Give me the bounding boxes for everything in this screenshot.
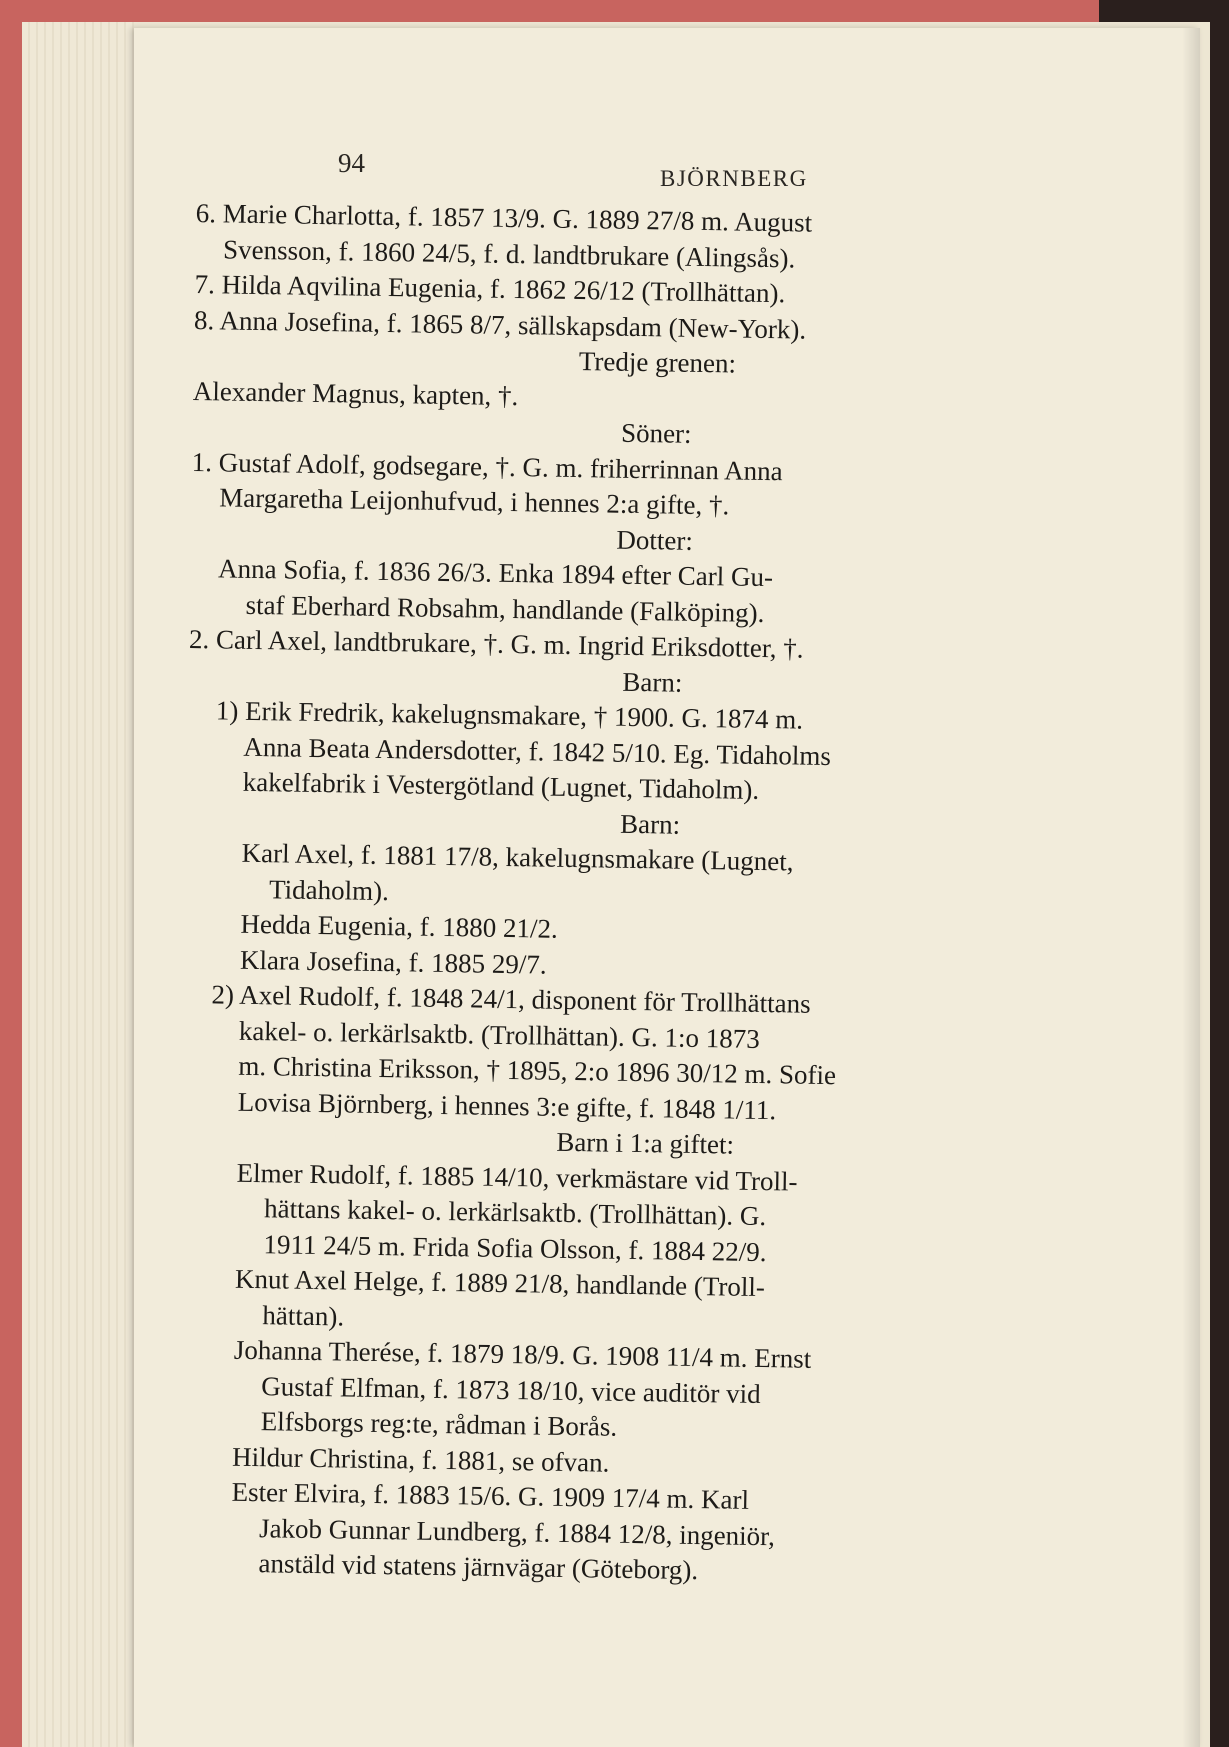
text-line: kakel- o. lerkärlsaktb. (Trollhättan). G. 1:o 1873	[238, 1015, 760, 1054]
page-gutter-shadow	[1182, 28, 1200, 1747]
genealogy-text-block	[174, 196, 1124, 1595]
text-line: Elmer Rudolf, f. 1885 14/10, verkmästare vid Troll-	[236, 1157, 798, 1197]
text-line: Elfsborgs reg:te, rådman i Borås.	[260, 1406, 618, 1442]
text-line: m. Christina Eriksson, † 1895, 2:o 1896 30/12 m. Sofie	[238, 1050, 837, 1091]
text-line: Tidaholm).	[268, 873, 390, 906]
running-head: BJÖRNBERG	[660, 166, 808, 191]
text-line: Hildur Christina, f. 1881, se ofvan.	[231, 1441, 610, 1478]
text-line: Klara Josefina, f. 1885 29/7.	[239, 944, 547, 980]
text-line: Barn:	[619, 808, 681, 840]
text-line: 6. Marie Charlotta, f. 1857 13/9. G. 1889 27/8 m. August	[195, 197, 813, 238]
text-line: hättans kakel- o. lerkärlsaktb. (Trollhättan). G.	[263, 1193, 767, 1232]
book-page-edges	[22, 22, 134, 1747]
text-line: 2) Axel Rudolf, f. 1848 24/1, disponent för Trollhättans	[211, 979, 811, 1019]
text-line: Lovisa Björnberg, i hennes 3:e gifte, f. 1848 1/11.	[237, 1086, 777, 1125]
text-line: 1911 24/5 m. Frida Sofia Olsson, f. 1884 22/9.	[263, 1228, 767, 1267]
text-line: 2. Carl Axel, landtbrukare, †. G. m. Ingrid Eriksdotter, †.	[188, 623, 804, 664]
text-line: Anna Sofia, f. 1836 26/3. Enka 1894 efter Carl Gu-	[217, 553, 774, 593]
text-line: Barn i 1:a giftet:	[556, 1126, 735, 1160]
text-line: Alexander Magnus, kapten, †.	[192, 375, 519, 411]
text-line: Johanna Therése, f. 1879 18/9. G. 1908 11/4 m. Ernst	[233, 1334, 812, 1374]
text-line: Dotter:	[616, 524, 694, 556]
text-line: Ester Elvira, f. 1883 15/6. G. 1909 17/4 m. Karl	[231, 1476, 750, 1515]
text-line: 1) Erik Fredrik, kakelugnsmakare, † 1900. G. 1874 m.	[215, 695, 804, 735]
text-line: 7. Hilda Aqvilina Eugenia, f. 1862 26/12 (Trollhättan).	[194, 268, 786, 309]
text-line: anstäld vid statens järnvägar (Göteborg).	[258, 1548, 699, 1586]
text-line: Anna Beata Andersdotter, f. 1842 5/10. Eg. Tidaholms	[243, 731, 832, 771]
text-line: Söner:	[620, 417, 692, 449]
text-line: Margaretha Leijonhufvud, i hennes 2:a gifte, †.	[219, 482, 730, 521]
text-line: Barn:	[622, 666, 683, 698]
text-line: 8. Anna Josefina, f. 1865 8/7, sällskapsdam (New-York).	[193, 304, 807, 345]
text-line: staf Eberhard Robsahm, handlande (Falköping).	[245, 589, 765, 628]
text-line: Tredje grenen:	[578, 346, 737, 379]
text-line: Knut Axel Helge, f. 1889 21/8, handlande (Troll-	[234, 1263, 766, 1303]
text-line: Svensson, f. 1860 24/5, f. d. landtbrukare (Alingsås).	[222, 233, 796, 273]
text-line: 1. Gustaf Adolf, godsegare, †. G. m. friherrinnan Anna	[191, 446, 783, 486]
text-line: Jakob Gunnar Lundberg, f. 1884 12/8, ingeniör,	[258, 1512, 776, 1551]
text-line: Gustaf Elfman, f. 1873 18/10, vice auditör vid	[261, 1370, 761, 1409]
text-line: kakelfabrik i Vestergötland (Lugnet, Tidaholm).	[242, 766, 760, 805]
text-line: hättan).	[262, 1299, 345, 1331]
text-line: Hedda Eugenia, f. 1880 21/2.	[240, 908, 558, 944]
page-number: 94	[338, 148, 365, 178]
text-line: Karl Axel, f. 1881 17/8, kakelugnsmakare (Lugnet,	[241, 837, 794, 877]
